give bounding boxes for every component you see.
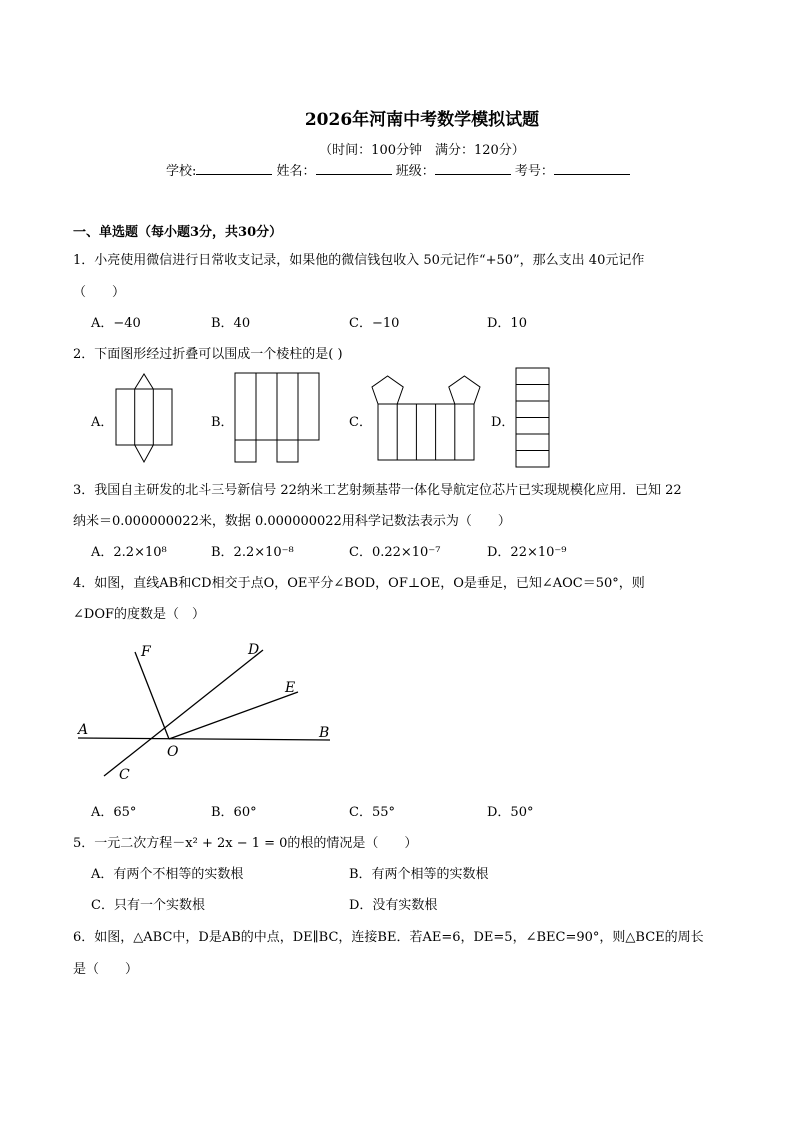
q4-option-b[interactable]: B．60° xyxy=(211,805,257,820)
label-o: O xyxy=(167,744,179,760)
line-ab xyxy=(78,738,330,740)
q1-option-d[interactable]: D．10 xyxy=(487,316,527,331)
q2-option-b[interactable]: B． xyxy=(211,415,234,430)
q2-figure-c xyxy=(368,372,488,466)
label-b: B xyxy=(319,725,330,741)
q4-option-c[interactable]: C．55° xyxy=(349,805,395,820)
label-f: F xyxy=(141,644,151,660)
label-a: A xyxy=(78,722,89,738)
ray-of xyxy=(135,652,169,739)
question-5-text: 5．一元二次方程－x² + 2x − 1 = 0的根的情况是（ ） xyxy=(73,836,418,851)
q3-option-c[interactable]: C．0.22×10⁻⁷ xyxy=(349,545,441,560)
student-info-row xyxy=(166,160,630,179)
question-3-text-cont: 纳米＝0.000000022米，数据 0.000000022用科学记数法表示为（ ） xyxy=(73,514,511,529)
q3-option-d[interactable]: D．22×10⁻⁹ xyxy=(487,545,567,560)
label-c: C xyxy=(119,767,130,783)
q4-option-d[interactable]: D．50° xyxy=(487,805,534,820)
q4-figure-angles xyxy=(72,636,342,786)
q1-option-b[interactable]: B．40 xyxy=(211,316,251,331)
question-2-text: 2．下面图形经过折叠可以围成一个棱柱的是( ) xyxy=(73,347,343,362)
ray-oe xyxy=(169,692,298,739)
question-1-text-cont: （ ） xyxy=(73,285,126,300)
q2-figure-a xyxy=(110,372,180,467)
label-e: E xyxy=(285,680,296,696)
q2-figure-d xyxy=(511,366,555,470)
q4-option-a[interactable]: A．65° xyxy=(91,805,137,820)
q5-option-d[interactable]: D．没有实数根 xyxy=(349,898,438,913)
section-heading: 一、单选题（每小题3分，共30分） xyxy=(73,225,283,240)
class-label: 班级： xyxy=(395,164,435,179)
label-d: D xyxy=(248,642,260,658)
number-field[interactable] xyxy=(554,161,630,175)
q5-option-b[interactable]: B．有两个相等的实数根 xyxy=(349,867,489,882)
question-6-text: 6．如图，△ABC中，D是AB的中点，DE∥BC，连接BE．若AE=6，DE=5，∠BEC=90°，则△BCE的周长 xyxy=(73,930,704,945)
school-field[interactable] xyxy=(196,161,272,175)
q2-option-a[interactable]: A． xyxy=(91,415,114,430)
q2-figure-b xyxy=(231,370,327,466)
question-4-text-cont: ∠DOF的度数是（ ） xyxy=(73,607,205,622)
name-label: 姓名： xyxy=(276,164,316,179)
number-label: 考号： xyxy=(514,164,554,179)
q5-option-a[interactable]: A．有两个不相等的实数根 xyxy=(91,867,244,882)
question-1-text: 1．小亮使用微信进行日常收支记录，如果他的微信钱包收入 50元记作“+50”，那么支出 40元记作 xyxy=(73,253,645,268)
name-field[interactable] xyxy=(316,161,392,175)
q1-option-c[interactable]: C．−10 xyxy=(349,316,400,331)
question-6-text-cont: 是（ ） xyxy=(73,962,139,977)
q2-option-c[interactable]: C． xyxy=(349,415,372,430)
q1-option-a[interactable]: A．−40 xyxy=(91,316,141,331)
page-title: 2026年河南中考数学模拟试题 xyxy=(304,110,540,130)
class-field[interactable] xyxy=(435,161,511,175)
q3-option-a[interactable]: A．2.2×10⁸ xyxy=(91,545,167,560)
school-label: 学校: xyxy=(166,164,197,179)
question-4-text: 4．如图，直线AB和CD相交于点O，OE平分∠BOD，OF⊥OE，O是垂足，已知∠AOC＝50°，则 xyxy=(73,576,645,591)
q3-option-b[interactable]: B．2.2×10⁻⁸ xyxy=(211,545,294,560)
question-3-text: 3．我国自主研发的北斗三号新信号 22纳米工艺射频基带一体化导航定位芯片已实现规模化应用．已知 22 xyxy=(73,483,682,498)
q5-option-c[interactable]: C．只有一个实数根 xyxy=(91,898,205,913)
q2-option-d[interactable]: D． xyxy=(491,415,515,430)
exam-subtitle: （时间：100分钟 满分：120分） xyxy=(319,143,525,158)
